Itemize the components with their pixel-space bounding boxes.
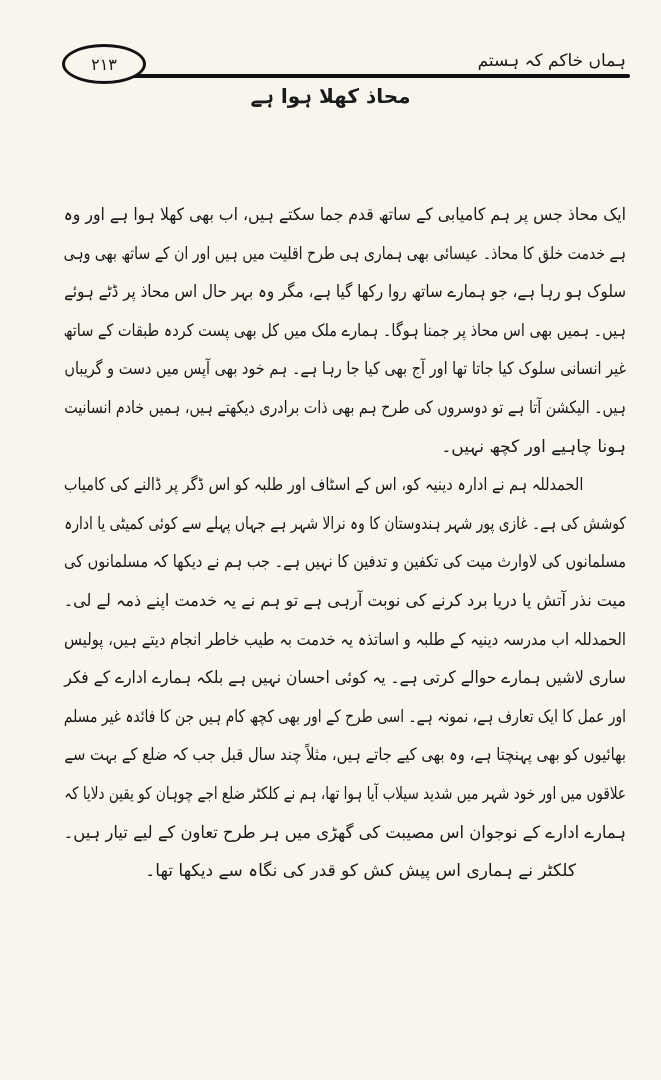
text-line: الحمدللہ ہم نے ادارہ دینیہ کو، اس کے اسٹاف اور طلبہ کو اس ڈگر پر ڈالنے کی کامیاب xyxy=(63,475,584,496)
text-line: سلوک ہو رہا ہے، جو ہمارے ساتھ روا رکھا گیا ہے، مگر وہ بہر حال اس محاذ پر ڈٹے ہوئے xyxy=(64,282,626,303)
header-rule xyxy=(110,74,630,78)
running-title: ہماں خاکم کہ ہستم xyxy=(477,51,626,71)
text-line: ایک محاذ جس پر ہم کامیابی کے ساتھ قدم جما سکتے ہیں، اب بھی کھلا ہوا ہے اور وہ xyxy=(63,205,627,225)
text-line: ہونا چاہیے اور کچھ نہیں۔ xyxy=(441,436,626,457)
text-line: کوشش کی ہے۔ غازی پور شہر ہندوستان کا وہ نرالا شہر ہے جہاں پہلے سے کوئی کمیٹی یا ادارہ xyxy=(64,513,627,534)
text-line: الحمدللہ اب مدرسہ دینیہ کے طلبہ و اساتذہ یہ خدمت بہ طیب خاطر انجام دیتے ہیں، پولیس xyxy=(64,629,627,650)
body-text xyxy=(64,196,626,891)
text-line: بھائیوں کو بھی پہنچتا ہے، وہ بھی کیے جاتے ہیں، مثلاً چند سال قبل جب کہ ضلع کے بہت سے xyxy=(64,745,627,766)
text-line: میت نذر آتش یا دریا برد کرنے کی نوبت آرہی ہے تو ہم نے یہ خدمت اپنے ذمہ لے لی۔ xyxy=(63,590,627,611)
text-line: ساری لاشیں ہمارے حوالے کرتی ہے۔ یہ کوئی احسان نہیں ہے بلکہ ہمارے ادارے کے فکر xyxy=(64,668,626,689)
text-line: کلکٹر نے ہماری اس پیش کش کو قدر کی نگاہ سے دیکھا تھا۔ xyxy=(145,861,576,882)
chapter-title: محاذ کھلا ہوا ہے xyxy=(250,84,411,108)
text-line: مسلمانوں کی لاوارث میت کی تکفین و تدفین کا نہیں ہے۔ جب ہم نے دیکھا کہ مسلمانوں کی xyxy=(64,552,626,573)
page-header xyxy=(62,48,630,78)
text-line: ہیں۔ ہمیں بھی اس محاذ پر جمنا ہوگا۔ ہمارے ملک میں کل بھی پست کردہ طبقات کے ساتھ xyxy=(63,320,627,341)
text-line: ہمارے ادارے کے نوجوان اس مصیبت کی گھڑی میں ہر طرح تعاون کے لیے تیار ہیں۔ xyxy=(63,822,626,843)
text-line: اور عمل کا ایک تعارف ہے، نمونہ ہے۔ اسی طرح کے اور بھی کچھ کام ہیں جن کا فائدہ غیر مسلم xyxy=(63,706,627,727)
text-line: علاقوں میں اور خود شہر میں شدید سیلاب آیا ہوا تھا، ہم نے کلکٹر ضلع اجے چوہان کو یقین دلایا کہ xyxy=(64,783,627,804)
page-number: ۲۱۳ xyxy=(62,44,146,84)
text-line: غیر انسانی سلوک کیا جاتا تھا اور آج بھی کیا جا رہا ہے۔ ہم خود بھی آپس میں دست و گریباں xyxy=(64,359,627,380)
text-line: ہیں۔ الیکشن آتا ہے تو دوسروں کی طرح ہم بھی ذات برادری دیکھتے ہیں، ہمیں خادم انسانیت xyxy=(64,397,626,418)
text-line: ہے خدمت خلق کا محاذ۔ عیسائی بھی ہماری ہی طرح اقلیت میں ہیں اور ان کے ساتھ بھی وہی xyxy=(63,243,627,264)
